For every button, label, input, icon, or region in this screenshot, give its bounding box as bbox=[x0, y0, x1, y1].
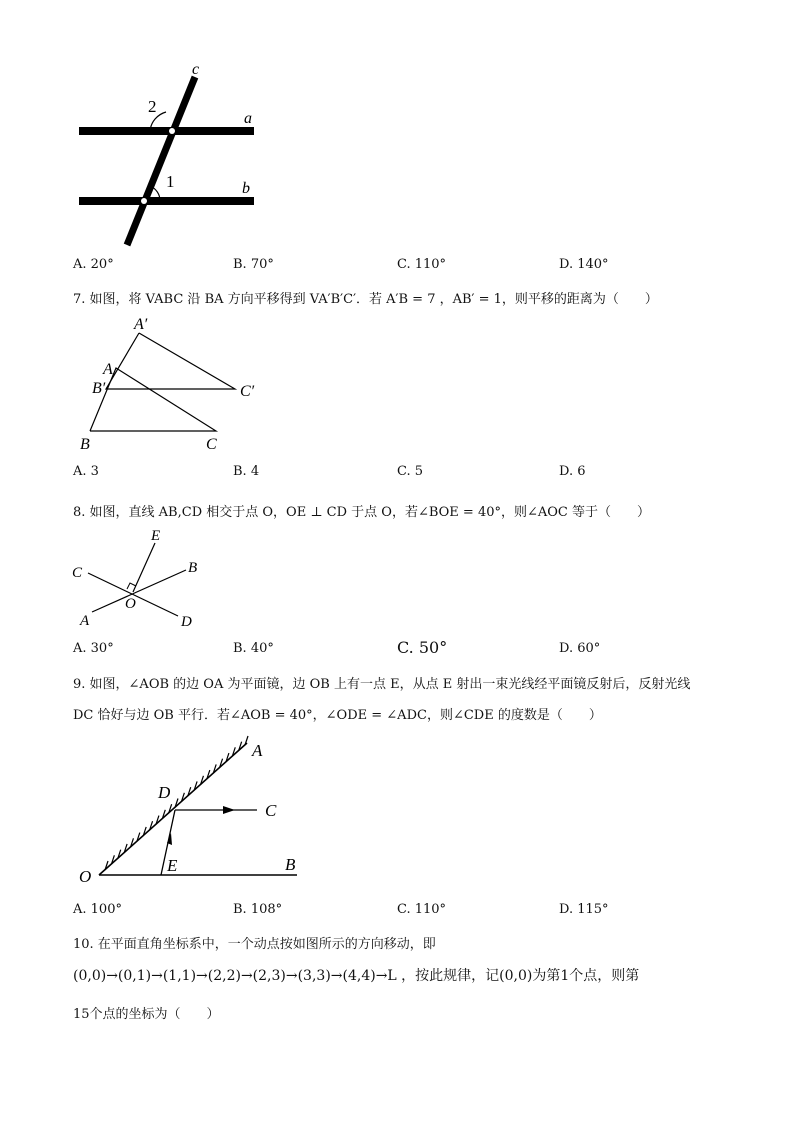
q9-option-d[interactable]: D. 115° bbox=[559, 902, 609, 917]
line-c bbox=[127, 77, 195, 245]
label-a: a bbox=[244, 110, 252, 127]
q10-line1: 10. 在平面直角坐标系中，一个动点按如图所示的方向移动，即 bbox=[73, 937, 436, 952]
line-ab bbox=[92, 570, 186, 612]
label-e: E bbox=[167, 856, 178, 875]
q8-option-c[interactable]: C. 50° bbox=[397, 638, 448, 657]
q8-option-d[interactable]: D. 60° bbox=[559, 641, 601, 656]
q8-figure bbox=[68, 526, 218, 631]
label-angle-2: 2 bbox=[148, 97, 157, 116]
q9-question-line1: 9. 如图，∠AOB 的边 OA 为平面镜，边 OB 上有一点 E，从点 E 射出一束光线经平面镜反射后，反射光线 bbox=[73, 677, 691, 692]
label-c: c bbox=[192, 61, 200, 78]
q6-option-a[interactable]: A. 20° bbox=[73, 257, 114, 272]
q7-figure bbox=[80, 312, 280, 457]
label-b: b bbox=[242, 180, 250, 197]
q7-option-b[interactable]: B. 4 bbox=[233, 464, 260, 479]
label-a: A bbox=[103, 361, 113, 378]
q8-question: 8. 如图，直线 AB,CD 相交于点 O，OE ⊥ CD 于点 O，若∠BOE = 40°，则∠AOC 等于（ ） bbox=[73, 505, 651, 520]
label-o: O bbox=[125, 596, 136, 612]
q9-option-b[interactable]: B. 108° bbox=[233, 902, 283, 917]
q6-option-c[interactable]: C. 110° bbox=[397, 257, 447, 272]
label-a: A bbox=[252, 741, 263, 760]
label-c: C bbox=[72, 565, 83, 581]
label-a-prime: A′ bbox=[134, 316, 148, 333]
label-b-prime: B′ bbox=[92, 380, 106, 397]
q9-option-c[interactable]: C. 110° bbox=[397, 902, 447, 917]
q7-option-c[interactable]: C. 5 bbox=[397, 464, 424, 479]
label-a: A bbox=[80, 613, 90, 629]
q9-option-a[interactable]: A. 100° bbox=[73, 902, 122, 917]
label-d: D bbox=[158, 783, 171, 802]
label-e: E bbox=[151, 528, 161, 544]
arrow-dc bbox=[223, 806, 235, 814]
q7-option-d[interactable]: D. 6 bbox=[559, 464, 586, 479]
label-c: C bbox=[206, 436, 217, 453]
label-d: D bbox=[181, 614, 192, 630]
q8-option-a[interactable]: A. 30° bbox=[73, 641, 114, 656]
q10-line2: (0,0)→(0,1)→(1,1)→(2,2)→(2,3)→(3,3)→(4,4)→L ，按此规律，记(0,0)为第1个点，则第 bbox=[73, 968, 640, 984]
label-b: B bbox=[285, 855, 296, 874]
triangle-a-prime-b-prime-c-prime bbox=[106, 333, 235, 389]
q6-option-d[interactable]: D. 140° bbox=[559, 257, 609, 272]
label-c-prime: C′ bbox=[240, 383, 255, 400]
label-c: C bbox=[265, 801, 277, 820]
q9-question-line2: DC 恰好与边 OB 平行．若∠AOB = 40°，∠ODE = ∠ADC，则∠CDE 的度数是（ ） bbox=[73, 708, 602, 723]
q7-option-a[interactable]: A. 3 bbox=[73, 464, 99, 479]
label-angle-1: 1 bbox=[166, 172, 175, 191]
label-o: O bbox=[79, 867, 92, 886]
q8-option-b[interactable]: B. 40° bbox=[233, 641, 274, 656]
q6-option-b[interactable]: B. 70° bbox=[233, 257, 274, 272]
q6-figure bbox=[70, 55, 280, 255]
ray-oe bbox=[133, 543, 155, 592]
label-b: B bbox=[188, 560, 198, 576]
q9-figure bbox=[75, 735, 305, 890]
label-b: B bbox=[80, 436, 90, 453]
q7-question: 7. 如图，将 VABC 沿 BA 方向平移得到 VA′B′C′．若 A′B = 7 ，AB′ = 1，则平移的距离为（ ） bbox=[73, 292, 658, 307]
q10-line3: 15个点的坐标为（ ） bbox=[73, 1007, 220, 1022]
